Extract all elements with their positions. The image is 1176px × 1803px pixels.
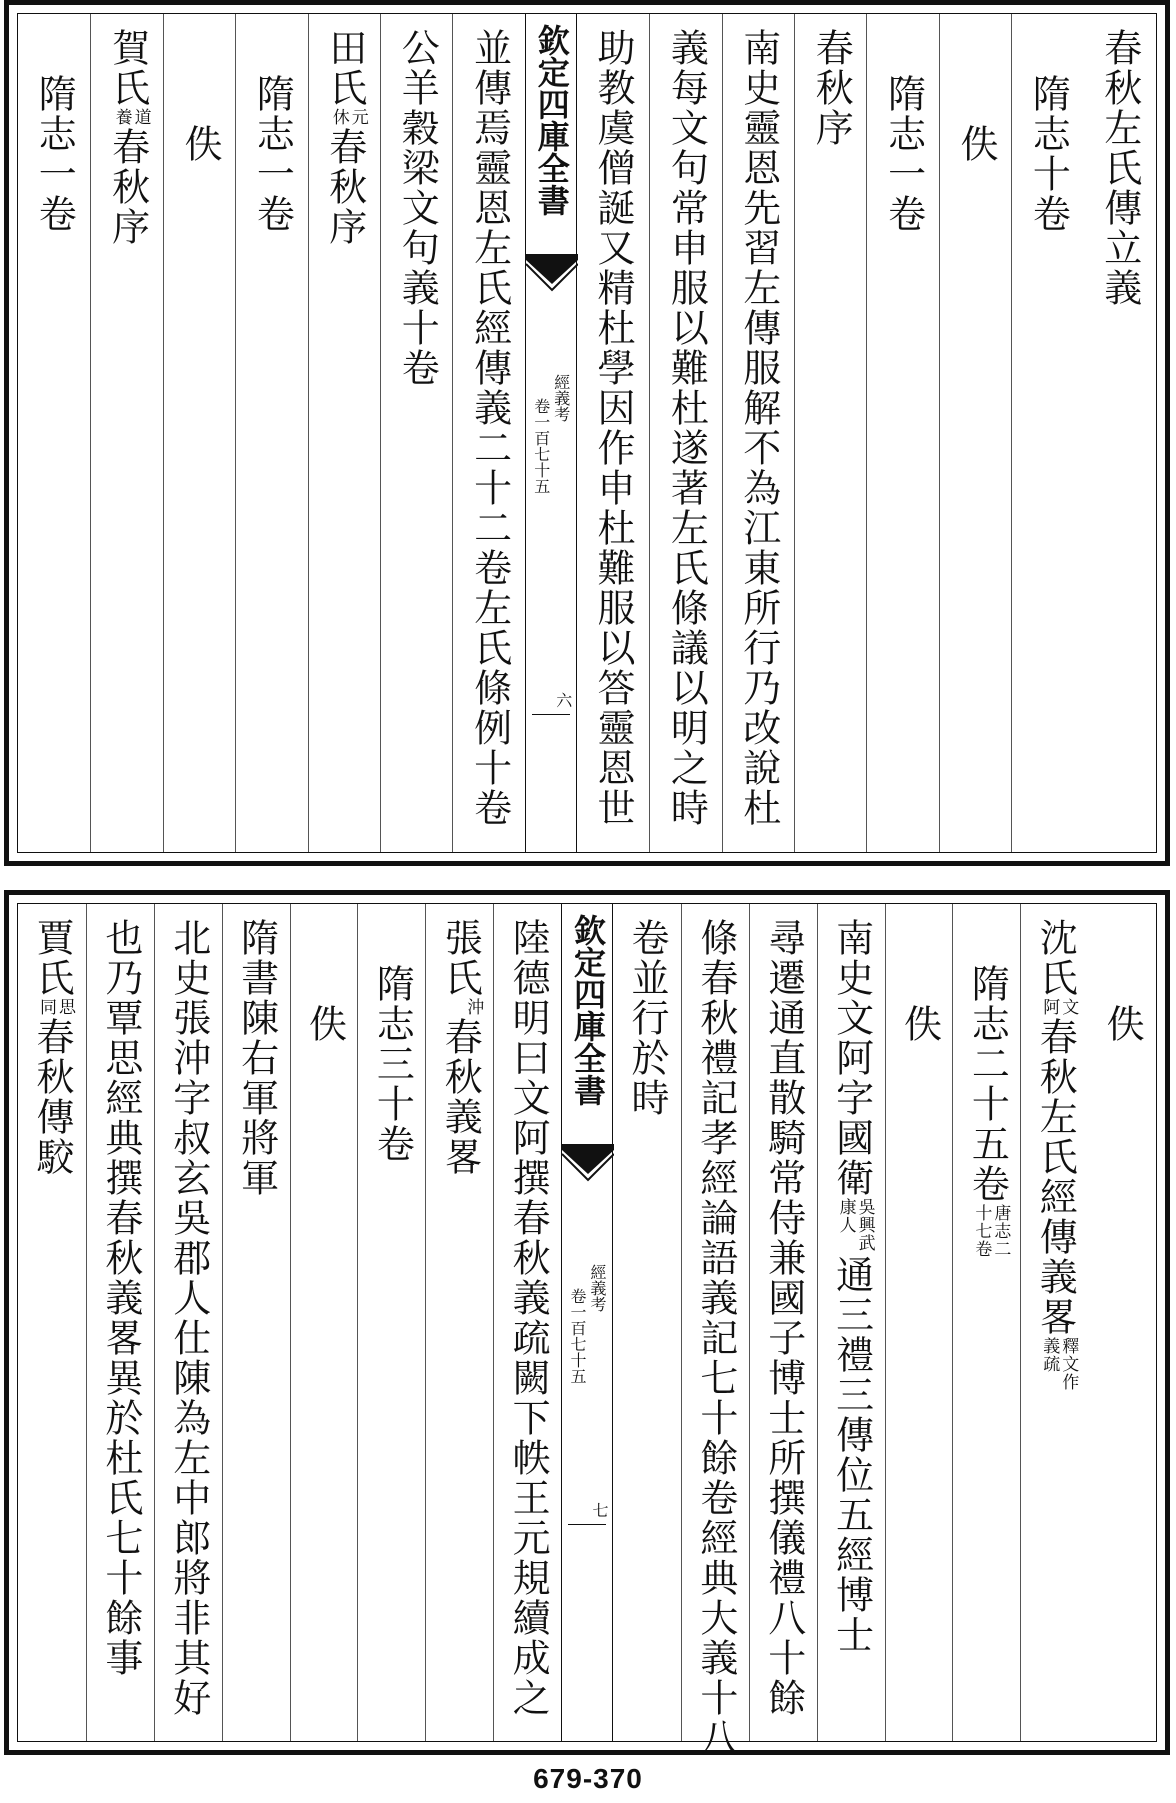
fold-leaf-number: 六 — [553, 692, 573, 708]
main-text: 助教虞僧誕又精杜學因作申杜難服以答靈恩世 — [590, 28, 635, 828]
main-text: 佚 — [897, 1004, 942, 1044]
column-text — [302, 1004, 346, 1044]
column-text — [167, 918, 211, 1718]
bottom-page-frame — [17, 903, 1157, 1758]
column-text — [897, 1004, 941, 1044]
bottom_page-column-13 — [154, 904, 222, 1741]
column-text — [954, 124, 998, 164]
main-text: 沈氏 — [1033, 918, 1078, 998]
bottom-page — [4, 890, 1170, 1758]
fold-column — [525, 14, 577, 852]
top_page-column-4 — [794, 14, 866, 852]
annotation-note: 釋文作義疏 — [1039, 1337, 1079, 1391]
bottom_page-column-14 — [86, 904, 154, 1741]
main-text: 也乃覃思經典撰春秋義畧異於杜氏七十餘事 — [98, 918, 143, 1678]
column-text — [370, 964, 414, 1164]
main-text: 田氏 — [322, 28, 367, 108]
main-text: 南史文阿字國衛 — [829, 918, 874, 1198]
main-text: 佚 — [302, 1004, 347, 1044]
column-text — [395, 28, 439, 388]
main-text: 春秋序 — [105, 127, 150, 247]
fold-title: 欽定四庫全書 — [569, 914, 607, 1106]
fold-juan-number: 卷一百七十五 — [531, 398, 551, 494]
main-text: 春秋序 — [809, 28, 854, 148]
bottom_page-column-10 — [357, 904, 425, 1741]
bottom_page-column-11 — [290, 904, 358, 1741]
main-text: 通三禮三傳位五經博士 — [829, 1255, 874, 1655]
main-text: 春秋左氏經傳義畧 — [1033, 1017, 1078, 1337]
top_page-column-10 — [308, 14, 380, 852]
column-text — [506, 918, 550, 1718]
main-text: 賈氏 — [29, 918, 74, 998]
column-text — [1098, 28, 1142, 308]
fold-leaf-number: 七 — [590, 1502, 609, 1518]
main-text: 佚 — [1100, 1004, 1145, 1044]
column-text — [468, 28, 512, 828]
top_page-column-0 — [1084, 14, 1156, 852]
main-text: 尋遷通直散騎常侍兼國子博士所撰儀禮八十餘 — [761, 918, 806, 1718]
top_page-column-12 — [163, 14, 235, 852]
main-text: 春秋義畧 — [438, 1017, 483, 1177]
column-text — [235, 918, 279, 1198]
top-page-frame — [17, 13, 1157, 853]
annotation-note: 道養 — [111, 108, 151, 126]
column-text — [323, 28, 367, 247]
column-text — [830, 918, 874, 1655]
bottom_page-column-2 — [952, 904, 1020, 1741]
main-text: 春秋序 — [322, 127, 367, 247]
fold-rule — [532, 714, 570, 715]
main-text: 卷並行於時 — [624, 918, 669, 1118]
main-text: 隋志三十卷 — [370, 964, 415, 1164]
column-text — [99, 918, 143, 1678]
main-text: 隋志十卷 — [1026, 74, 1071, 234]
fish-tail-mark — [562, 1144, 614, 1184]
main-text: 公羊穀梁文句義十卷 — [395, 28, 440, 388]
top_page-column-14 — [18, 14, 90, 852]
bottom_page-column-15 — [18, 904, 86, 1741]
main-text: 春秋左氏傳立義 — [1097, 28, 1142, 308]
main-text: 南史靈恩先習左傳服解不為江東所行乃改說杜 — [736, 28, 781, 828]
bottom_page-column-5 — [749, 904, 817, 1741]
annotation-note: 吳興武康人 — [835, 1198, 875, 1252]
bottom_page-column-6 — [681, 904, 749, 1758]
column-text — [30, 918, 74, 1177]
main-text: 隋志一卷 — [881, 74, 926, 234]
column-text — [438, 918, 482, 1177]
main-text: 佚 — [177, 124, 222, 164]
fish-tail-mark — [526, 254, 578, 294]
column-text — [809, 28, 853, 148]
bottom_page-column-0 — [1088, 904, 1156, 1741]
main-text: 張氏 — [438, 918, 483, 998]
fold-title: 欽定四庫全書 — [532, 24, 571, 216]
column-text — [965, 964, 1009, 1261]
column-text — [32, 74, 76, 234]
bottom_page-column-12 — [222, 904, 290, 1741]
column-text — [762, 918, 806, 1718]
top-page — [4, 0, 1170, 866]
main-text: 佚 — [953, 124, 998, 164]
main-text: 隋志一卷 — [32, 74, 77, 234]
annotation-note: 元休 — [328, 108, 368, 126]
main-text: 並傳焉靈恩左氏經傳義二十二卷左氏條例十卷 — [467, 28, 512, 828]
column-text — [664, 28, 708, 828]
annotation-note: 沖 — [463, 998, 484, 1016]
column-text — [250, 74, 294, 234]
fold-column — [561, 904, 613, 1741]
bottom_page-column-4 — [817, 904, 885, 1741]
top_page-column-2 — [939, 14, 1011, 852]
top_page-column-5 — [722, 14, 794, 852]
bottom_page-column-8 — [493, 904, 561, 1741]
annotation-note: 唐志二十七卷 — [971, 1204, 1011, 1258]
top_page-column-9 — [380, 14, 452, 852]
main-text: 陸德明曰文阿撰春秋義疏闕下帙王元規續成之 — [506, 918, 551, 1718]
main-text: 隋書陳右軍將軍 — [234, 918, 279, 1198]
column-text — [882, 74, 926, 234]
bottom_page-column-7 — [613, 904, 681, 1741]
fold-book-name: 經義考 — [551, 374, 571, 422]
main-text: 春秋傳駮 — [29, 1017, 74, 1177]
page-number: 679-370 — [533, 1763, 643, 1794]
main-text: 北史張沖字叔玄吳郡人仕陳為左中郎將非其好 — [166, 918, 211, 1718]
column-text — [625, 918, 669, 1118]
top_page-column-1 — [1011, 14, 1083, 852]
annotation-note: 文阿 — [1039, 998, 1079, 1016]
main-text: 隋志一卷 — [250, 74, 295, 234]
top_page-column-11 — [235, 14, 307, 852]
column-text — [178, 124, 222, 164]
column-text — [1100, 1004, 1144, 1044]
fold-juan-number: 卷一百七十五 — [568, 1288, 587, 1384]
top_page-column-13 — [90, 14, 162, 852]
column-text — [694, 918, 738, 1758]
column-text — [106, 28, 150, 247]
bottom_page-column-1 — [1020, 904, 1088, 1741]
top_page-column-7 — [577, 14, 649, 852]
top_page-column-6 — [649, 14, 721, 852]
bottom_page-column-3 — [885, 904, 953, 1741]
main-text: 條春秋禮記孝經論語義記七十餘卷經典大義十八 — [693, 918, 738, 1758]
column-text — [1033, 918, 1077, 1394]
main-text: 隋志二十五卷 — [965, 964, 1010, 1204]
main-text: 義每文句常申服以難杜遂著左氏條議以明之時 — [664, 28, 709, 828]
column-text — [591, 28, 635, 828]
top_page-column-3 — [866, 14, 938, 852]
fold-book-name: 經義考 — [588, 1264, 607, 1312]
column-text — [1026, 74, 1070, 234]
fold-rule — [568, 1524, 606, 1525]
annotation-note: 思同 — [35, 998, 75, 1016]
main-text: 賀氏 — [105, 28, 150, 108]
top_page-column-8 — [452, 14, 524, 852]
column-text — [737, 28, 781, 828]
bottom_page-column-9 — [425, 904, 493, 1741]
